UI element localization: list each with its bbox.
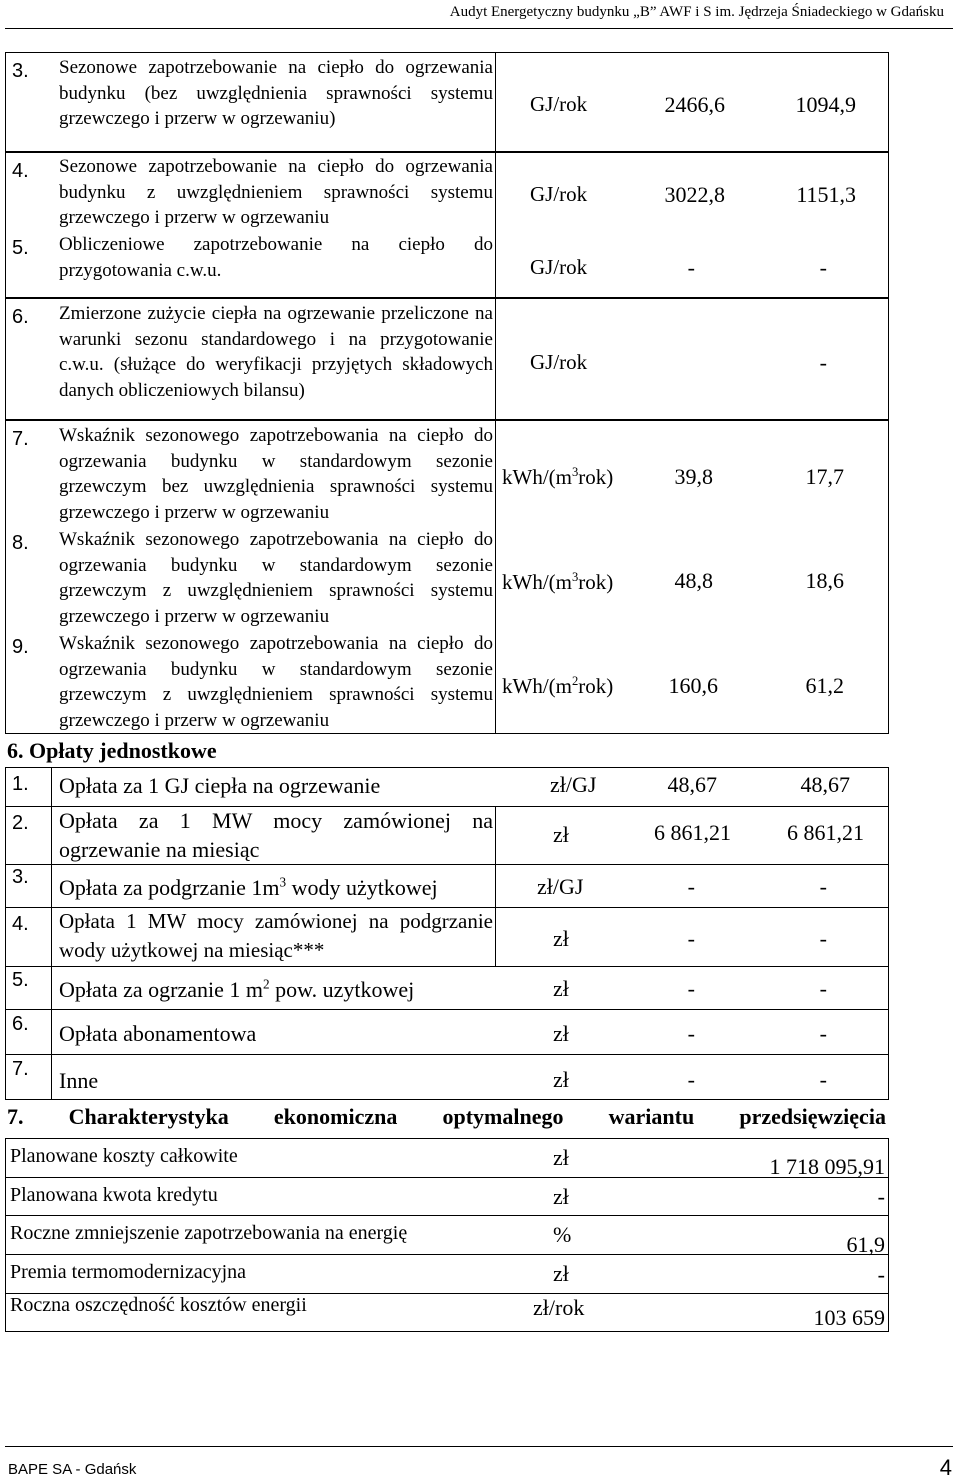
fee-label: Opłata za 1 GJ ciepła na ogrzewanie bbox=[59, 773, 381, 798]
fee-value-after: 6 861,21 bbox=[787, 820, 864, 845]
fee-label: Opłata za podgrzanie $1m^3$ wody użytkowej bbox=[59, 874, 438, 900]
fee-unit: zł bbox=[553, 1067, 569, 1092]
row-value-before: - bbox=[687, 255, 695, 280]
econ-value: 1 718 095,91 bbox=[769, 1154, 885, 1179]
row-value-after: 18,6 bbox=[805, 568, 844, 593]
row-number: 5. bbox=[12, 237, 29, 259]
row-value-after: 1151,3 bbox=[796, 182, 856, 207]
fee-value-before: - bbox=[687, 874, 695, 899]
fees-text-divider bbox=[495, 806, 496, 967]
row-unit: GJ/rok bbox=[530, 350, 588, 374]
fee-value-before: - bbox=[687, 976, 695, 1001]
econ-label: Roczne zmniejszenie zapotrzebowania na energię bbox=[10, 1222, 408, 1244]
fee-unit: zł bbox=[553, 976, 569, 1001]
fees-section-title: 6. Opłaty jednostkowe bbox=[7, 738, 217, 763]
econ-value: - bbox=[877, 1184, 885, 1209]
econ-label: Planowane koszty całkowite bbox=[10, 1145, 238, 1167]
row-value-before: 48,8 bbox=[674, 568, 713, 593]
row-number: 8. bbox=[12, 532, 29, 554]
footer-company: BAPE SA - Gdańsk bbox=[8, 1461, 137, 1478]
fee-value-after: - bbox=[819, 1067, 827, 1092]
fee-number: 4. bbox=[12, 913, 29, 935]
row-unit: kWh/$(m^3rok)$ bbox=[502, 570, 614, 594]
fee-value-before: - bbox=[687, 926, 695, 951]
row-unit: GJ/rok bbox=[530, 92, 588, 116]
row-value-before: 2466,6 bbox=[664, 92, 725, 117]
fee-value-before: 6 861,21 bbox=[654, 820, 731, 845]
row-unit: kWh/$(m^2rok)$ bbox=[502, 674, 614, 698]
row-number: 7. bbox=[12, 428, 29, 450]
row-number: 9. bbox=[12, 636, 29, 658]
econ-label: Premia termomodernizacyjna bbox=[10, 1261, 247, 1283]
fee-unit: zł bbox=[553, 926, 569, 951]
page-number: 4 bbox=[939, 1455, 952, 1480]
fee-number: 7. bbox=[12, 1058, 29, 1080]
fee-value-after: - bbox=[819, 1021, 827, 1046]
econ-value: - bbox=[877, 1262, 885, 1287]
page-header: Audyt Energetyczny budynku „B” AWF i S im. Jędrzeja Śniadeckiego w Gdańsku bbox=[449, 4, 944, 20]
econ-section-title: 7. Charakterystyka ekonomiczna optymalnego wariantu przedsięwzięcia bbox=[7, 1104, 886, 1129]
econ-row-rule bbox=[5, 1215, 889, 1216]
row-unit: GJ/rok bbox=[530, 182, 588, 206]
fee-label: Opłata abonamentowa bbox=[59, 1021, 257, 1046]
fee-unit: zł/GJ bbox=[550, 772, 597, 797]
fee-unit: zł bbox=[553, 1021, 569, 1046]
fee-number: 6. bbox=[12, 1013, 29, 1035]
row-value-after: 1094,9 bbox=[795, 92, 856, 117]
fee-value-after: 48,67 bbox=[800, 772, 850, 797]
econ-value: 61,9 bbox=[846, 1232, 885, 1257]
header-rule bbox=[5, 28, 953, 29]
row-value-after: 17,7 bbox=[805, 464, 844, 489]
row-value-after: 61,2 bbox=[805, 673, 844, 698]
fee-value-before: - bbox=[687, 1021, 695, 1046]
econ-label: Planowana kwota kredytu bbox=[10, 1184, 218, 1206]
row-number: 6. bbox=[12, 306, 29, 328]
footer-rule bbox=[5, 1446, 953, 1447]
fee-unit: zł bbox=[553, 822, 569, 847]
row-value-before: 39,8 bbox=[674, 464, 713, 489]
fee-row-frame bbox=[5, 1054, 889, 1100]
econ-unit: zł bbox=[553, 1184, 569, 1209]
fee-unit: zł/GJ bbox=[537, 874, 584, 899]
row-description: Wskaźnik sezonowego zapotrzebowania na ciepło do ogrzewania budynku w standardowym sezonie grzewczym z uwzględnieniem sprawności systemu grzewczego i przerw w ogrzewaniu bbox=[59, 633, 493, 731]
fee-number: 5. bbox=[12, 969, 29, 991]
row-unit: GJ/rok bbox=[530, 255, 588, 279]
fee-value-after: - bbox=[819, 926, 827, 951]
econ-value: 103 659 bbox=[813, 1305, 885, 1330]
fee-number: 3. bbox=[12, 866, 29, 888]
fee-value-before: - bbox=[687, 1067, 695, 1092]
econ-unit: zł bbox=[553, 1261, 569, 1286]
demand-column-divider bbox=[495, 52, 496, 734]
fee-number: 1. bbox=[12, 773, 29, 795]
row-description: Sezonowe zapotrzebowanie na ciepło do ogrzewania budynku z uwzględnieniem sprawności systemu grzewczego i przerw w ogrzewaniu bbox=[59, 156, 493, 228]
econ-unit: % bbox=[553, 1222, 572, 1247]
row-unit: kWh/$(m^3rok)$ bbox=[502, 465, 614, 489]
row-number: 4. bbox=[12, 160, 29, 182]
row-value-before: 3022,8 bbox=[664, 182, 725, 207]
econ-unit: zł/rok bbox=[533, 1295, 585, 1320]
fee-value-after: - bbox=[819, 874, 827, 899]
fee-label: Opłata 1 MW mocy zamówionej na podgrzanie wody użytkowej na miesiąc*** bbox=[59, 909, 493, 962]
row-value: - bbox=[819, 350, 827, 375]
fees-number-divider bbox=[51, 767, 52, 1100]
fee-value-before: 48,67 bbox=[667, 772, 717, 797]
fee-number: 2. bbox=[12, 812, 29, 834]
row-description: Wskaźnik sezonowego zapotrzebowania na ciepło do ogrzewania budynku w standardowym sezonie grzewczym bez uwzględnienia sprawności systemu grzewczego i przerw w ogrzewaniu bbox=[59, 425, 493, 523]
fee-label: Inne bbox=[59, 1068, 99, 1093]
row-value-before: 160,6 bbox=[668, 673, 718, 698]
row-description: Obliczeniowe zapotrzebowanie na ciepło do przygotowania c.w.u. bbox=[59, 234, 493, 281]
fee-label: Opłata za 1 MW mocy zamówionej na ogrzewanie na miesiąc bbox=[59, 808, 493, 862]
fee-label: Opłata za ogrzanie 1 $m^2$ pow. uzytkowej bbox=[59, 976, 415, 1002]
row-description: Sezonowe zapotrzebowanie na ciepło do ogrzewania budynku (bez uwzględnienia sprawności systemu grzewczego i przerw w ogrzewaniu) bbox=[59, 57, 493, 129]
row-description: Zmierzone zużycie ciepła na ogrzewanie przeliczone na warunki sezonu standardowego i na przygotowanie c.w.u. (służące do weryfikacji przyjętych składowych danych obliczeniowych bilansu) bbox=[59, 303, 493, 401]
row-number: 3. bbox=[12, 60, 29, 82]
row-value-after: - bbox=[819, 255, 827, 280]
row-description: Wskaźnik sezonowego zapotrzebowania na ciepło do ogrzewania budynku w standardowym sezonie grzewczym z uwzględnieniem sprawności systemu grzewczego i przerw w ogrzewaniu bbox=[59, 529, 493, 627]
fee-value-after: - bbox=[819, 976, 827, 1001]
econ-label: Roczna oszczędność kosztów energii bbox=[10, 1294, 307, 1316]
econ-unit: zł bbox=[553, 1145, 569, 1170]
